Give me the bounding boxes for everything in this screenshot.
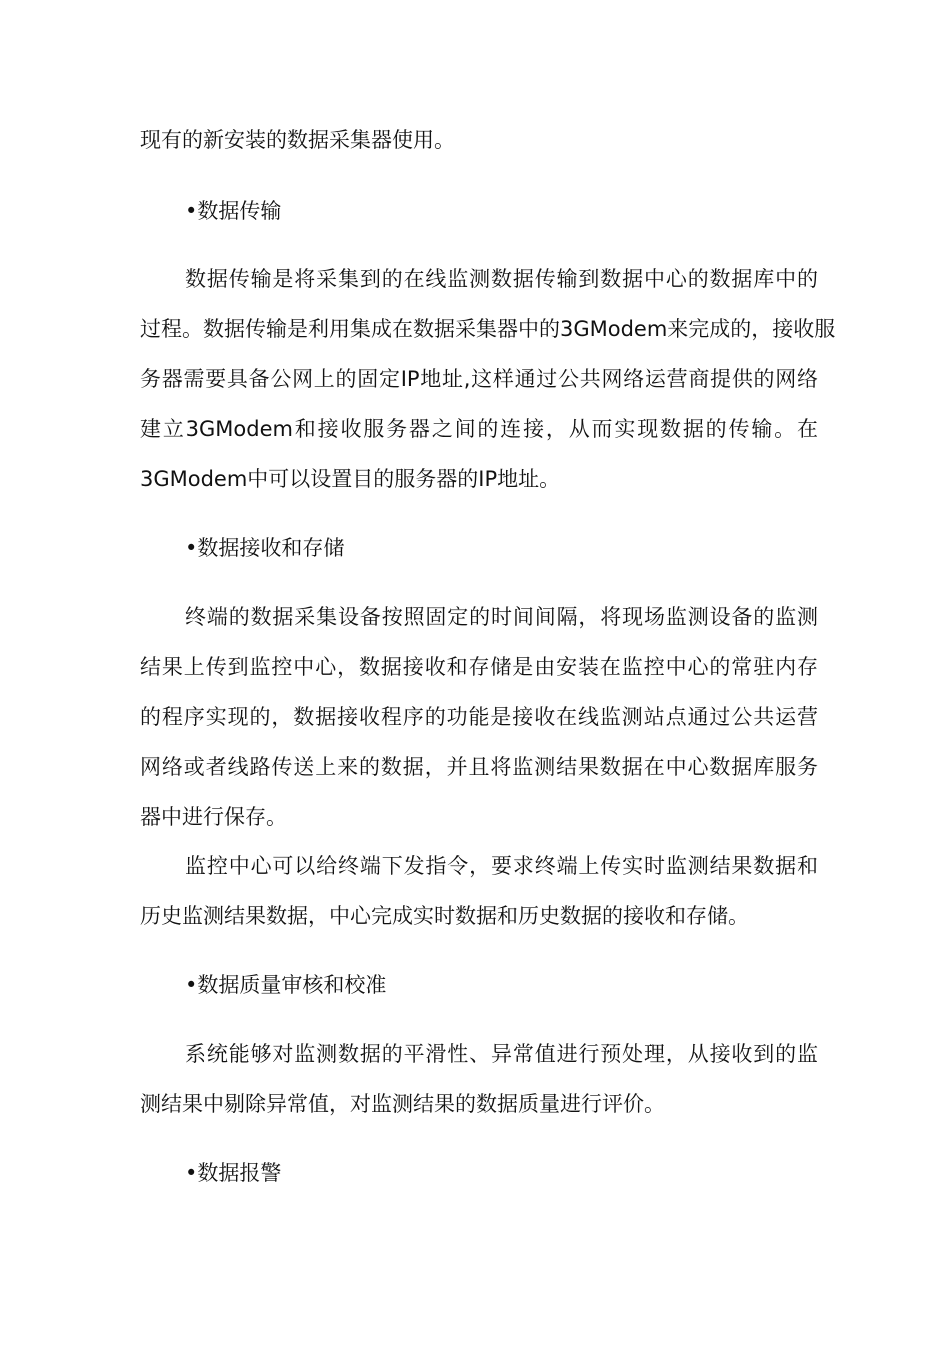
paragraph-line: 过程。数据传输是利用集成在数据采集器中的3GModem来完成的，接收服: [140, 317, 836, 341]
paragraph-line: 现有的新安装的数据采集器使用。: [140, 128, 455, 152]
paragraph-line: 的程序实现的，数据接收程序的功能是接收在线监测站点通过公共运营: [140, 705, 818, 729]
paragraph-line: 监控中心可以给终端下发指令，要求终端上传实时监测结果数据和: [185, 854, 818, 878]
paragraph-line: 务器需要具备公网上的固定IP地址,这样通过公共网络运营商提供的网络: [140, 367, 818, 391]
paragraph-line: 历史监测结果数据，中心完成实时数据和历史数据的接收和存储。: [140, 904, 749, 928]
paragraph-line: 网络或者线路传送上来的数据，并且将监测结果数据在中心数据库服务: [140, 755, 818, 779]
paragraph-line: 3GModem中可以设置目的服务器的IP地址。: [140, 467, 561, 491]
paragraph-line: 器中进行保存。: [140, 805, 287, 829]
paragraph-line: 终端的数据采集设备按照固定的时间间隔，将现场监测设备的监测: [185, 605, 818, 629]
section-heading-data-transmission: •数据传输: [185, 199, 282, 223]
paragraph-line: 数据传输是将采集到的在线监测数据传输到数据中心的数据库中的: [185, 267, 818, 291]
paragraph-line: 结果上传到监控中心，数据接收和存储是由安装在监控中心的常驻内存: [140, 655, 818, 679]
paragraph-line: 测结果中剔除异常值，对监测结果的数据质量进行评价。: [140, 1092, 665, 1116]
section-heading-data-alarm: •数据报警: [185, 1161, 282, 1185]
paragraph-line: 建立3GModem和接收服务器之间的连接，从而实现数据的传输。在: [140, 417, 818, 441]
section-heading-data-quality: •数据质量审核和校准: [185, 973, 387, 997]
paragraph-line: 系统能够对监测数据的平滑性、异常值进行预处理，从接收到的监: [185, 1042, 818, 1066]
section-heading-data-receiving: •数据接收和存储: [185, 536, 345, 560]
